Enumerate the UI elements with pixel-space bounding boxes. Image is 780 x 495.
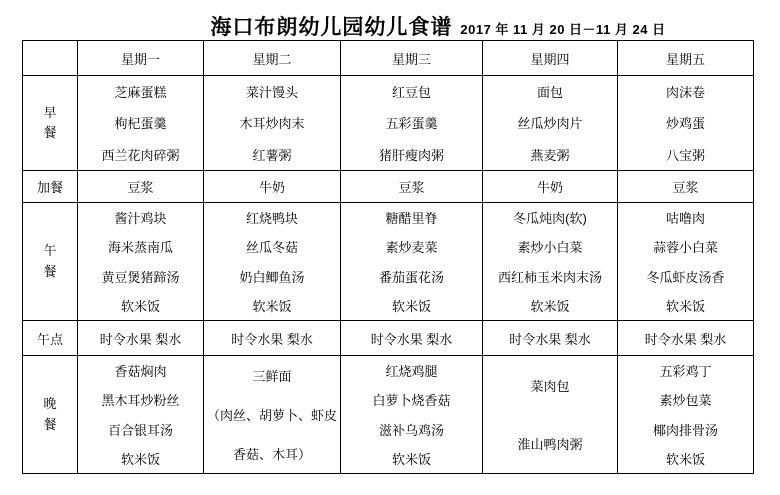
menu-item: 软米饭 bbox=[120, 451, 160, 467]
menu-item: 红烧鸡腿 bbox=[385, 364, 438, 380]
menu-cell-afternoon-thursday bbox=[483, 321, 618, 356]
menu-cell-dinner-wednesday bbox=[341, 356, 483, 474]
menu-cell-lunch-monday bbox=[78, 203, 204, 321]
menu-item: 时令水果 梨水 bbox=[644, 331, 727, 347]
menu-item: 椰肉排骨汤 bbox=[652, 422, 718, 438]
menu-item: 香菇、木耳） bbox=[232, 447, 311, 462]
day-header-label: 星期二 bbox=[252, 51, 292, 67]
menu-item: 丝瓜冬菇 bbox=[245, 240, 298, 256]
menu-item: 冬瓜虾皮汤香 bbox=[646, 269, 725, 285]
menu-cell-breakfast-wednesday bbox=[341, 76, 483, 171]
menu-item: 咕噜肉 bbox=[665, 211, 705, 227]
menu-item: 滋补乌鸡汤 bbox=[378, 422, 444, 438]
menu-item: 海米蒸南瓜 bbox=[107, 240, 173, 256]
meal-label-lunch bbox=[23, 203, 78, 321]
meal-label-text: 午点 bbox=[36, 331, 63, 347]
menu-item: 香菇焖肉 bbox=[114, 364, 167, 380]
menu-cell-snack-tuesday bbox=[204, 171, 341, 203]
day-header-label: 星期三 bbox=[391, 51, 431, 67]
menu-cell-dinner-friday bbox=[618, 356, 754, 474]
menu-item: 蒜蓉小白菜 bbox=[652, 240, 718, 256]
menu-item: 糖醋里脊 bbox=[385, 211, 438, 227]
menu-cell-snack-thursday bbox=[483, 171, 618, 203]
menu-item: 白萝卜烧香菇 bbox=[372, 393, 451, 409]
menu-cell-afternoon-friday bbox=[618, 321, 754, 356]
menu-item: 菜肉包 bbox=[530, 378, 570, 394]
menu-cell-breakfast-thursday bbox=[483, 76, 618, 171]
day-header-label: 星期五 bbox=[665, 51, 705, 67]
menu-item: 五彩蛋羹 bbox=[385, 116, 438, 132]
day-header-label: 星期四 bbox=[530, 51, 570, 67]
menu-item: 酱汁鸡块 bbox=[114, 211, 167, 227]
page-title: 海口布朗幼儿园幼儿食谱 bbox=[210, 16, 453, 39]
menu-cell-afternoon-tuesday bbox=[204, 321, 341, 356]
afternoon-snack-row bbox=[23, 321, 754, 356]
lunch-row bbox=[23, 203, 754, 321]
day-header-wednesday bbox=[341, 41, 483, 76]
menu-item: 软米饭 bbox=[665, 451, 705, 467]
menu-cell-dinner-tuesday bbox=[204, 356, 341, 474]
menu-item: 菜汁馒头 bbox=[245, 85, 298, 101]
menu-cell-dinner-thursday bbox=[483, 356, 618, 474]
breakfast-row bbox=[23, 76, 754, 171]
menu-cell-snack-friday bbox=[618, 171, 754, 203]
menu-item: 红烧鸭块 bbox=[245, 211, 298, 227]
menu-item: 黑木耳炒粉丝 bbox=[101, 393, 180, 409]
meal-label-afternoon-snack bbox=[23, 321, 78, 356]
menu-cell-afternoon-wednesday bbox=[341, 321, 483, 356]
menu-item: 素炒小白菜 bbox=[517, 240, 583, 256]
header-row bbox=[23, 41, 754, 76]
menu-item: 丝瓜炒肉片 bbox=[517, 116, 583, 132]
menu-cell-snack-wednesday bbox=[341, 171, 483, 203]
dinner-row bbox=[23, 356, 754, 474]
menu-cell-breakfast-friday bbox=[618, 76, 754, 171]
menu-item: 牛奶 bbox=[258, 180, 285, 195]
menu-item: 百合银耳汤 bbox=[107, 422, 173, 438]
menu-table bbox=[22, 40, 754, 474]
menu-item: 豆浆 bbox=[398, 180, 425, 195]
menu-item: 豆浆 bbox=[672, 180, 699, 195]
day-header-monday bbox=[78, 41, 204, 76]
morning-snack-row bbox=[23, 171, 754, 203]
meal-label-text: 午餐 bbox=[43, 243, 57, 279]
menu-item: 软米饭 bbox=[120, 298, 160, 314]
menu-item: 时令水果 梨水 bbox=[231, 331, 313, 347]
menu-item: 炒鸡蛋 bbox=[665, 116, 705, 132]
menu-item: 红豆包 bbox=[391, 85, 431, 101]
menu-cell-afternoon-monday bbox=[78, 321, 204, 356]
menu-item: 软米饭 bbox=[530, 298, 570, 314]
menu-item: 软米饭 bbox=[391, 451, 431, 467]
menu-item: 猪肝瘦肉粥 bbox=[378, 147, 444, 163]
menu-item: 时令水果 梨水 bbox=[509, 331, 591, 347]
meal-label-dinner bbox=[23, 356, 78, 474]
menu-item: 素炒麦菜 bbox=[385, 240, 438, 256]
menu-cell-snack-monday bbox=[78, 171, 204, 203]
menu-cell-breakfast-monday bbox=[78, 76, 204, 171]
day-header-tuesday bbox=[204, 41, 341, 76]
menu-item: 八宝粥 bbox=[665, 147, 705, 163]
menu-item: （肉丝、胡萝卜、虾皮 bbox=[206, 408, 337, 423]
menu-cell-breakfast-tuesday bbox=[204, 76, 341, 171]
menu-item: 素炒包菜 bbox=[659, 393, 712, 409]
menu-item: 芝麻蛋糕 bbox=[114, 85, 167, 101]
menu-item: 软米饭 bbox=[391, 298, 431, 314]
corner-cell bbox=[23, 41, 78, 76]
meal-label-text: 早餐 bbox=[43, 104, 57, 140]
menu-cell-lunch-friday bbox=[618, 203, 754, 321]
menu-cell-lunch-tuesday bbox=[204, 203, 341, 321]
menu-item: 三鲜面 bbox=[252, 369, 292, 384]
menu-item: 豆浆 bbox=[127, 180, 154, 195]
menu-item: 淮山鸭肉粥 bbox=[517, 437, 583, 453]
menu-item: 软米饭 bbox=[665, 298, 705, 314]
day-header-thursday bbox=[483, 41, 618, 76]
menu-item: 冬瓜炖肉(软) bbox=[513, 211, 587, 227]
menu-item: 黄豆煲猪蹄汤 bbox=[101, 269, 180, 285]
meal-label-breakfast bbox=[23, 76, 78, 171]
menu-item: 时令水果 梨水 bbox=[99, 331, 182, 347]
menu-cell-dinner-monday bbox=[78, 356, 204, 474]
day-header-label: 星期一 bbox=[120, 51, 160, 67]
menu-item: 面包 bbox=[536, 85, 563, 101]
menu-cell-lunch-wednesday bbox=[341, 203, 483, 321]
menu-item: 时令水果 梨水 bbox=[370, 331, 453, 347]
day-header-friday bbox=[618, 41, 754, 76]
meal-label-text: 加餐 bbox=[36, 180, 63, 195]
menu-item: 软米饭 bbox=[252, 298, 292, 314]
menu-item: 五彩鸡丁 bbox=[659, 364, 712, 380]
menu-item: 枸杞蛋羹 bbox=[114, 116, 167, 132]
date-range: 2017 年 11 月 20 日－11 月 24 日 bbox=[460, 22, 666, 37]
meal-label-text: 晚餐 bbox=[43, 396, 57, 432]
menu-item: 番茄蛋花汤 bbox=[378, 269, 444, 285]
menu-item: 燕麦粥 bbox=[530, 147, 570, 163]
menu-cell-lunch-thursday bbox=[483, 203, 618, 321]
meal-label-morning-snack bbox=[23, 171, 78, 203]
menu-item: 红薯粥 bbox=[252, 147, 292, 163]
menu-item: 肉沫卷 bbox=[665, 85, 705, 101]
menu-item: 西兰花肉碎粥 bbox=[101, 147, 180, 163]
menu-item: 木耳炒肉末 bbox=[239, 116, 305, 132]
menu-item: 西红柿玉米肉末汤 bbox=[497, 269, 602, 285]
menu-item: 牛奶 bbox=[536, 180, 563, 195]
page-header bbox=[48, 11, 780, 41]
menu-item: 奶白鲫鱼汤 bbox=[239, 269, 305, 285]
